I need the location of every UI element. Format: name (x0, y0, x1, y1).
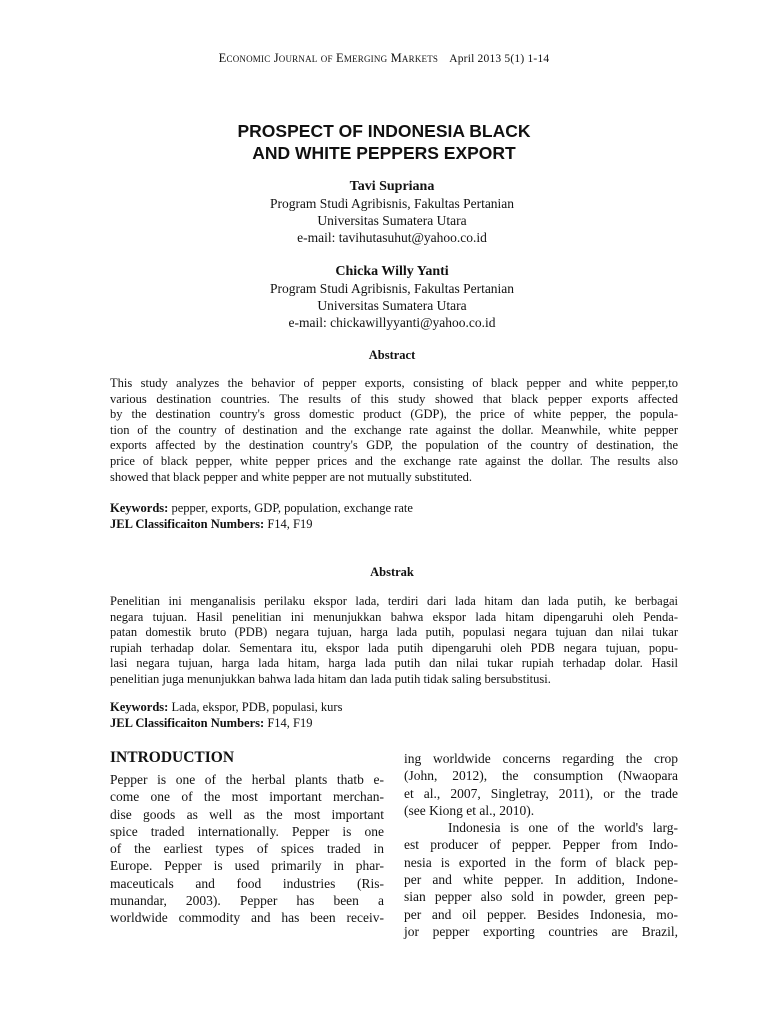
abstract-keywords (110, 501, 680, 532)
abstrak-line: rupiah terhadap dolar. Sementara itu, ekspor lada putih dipengaruhi oleh PDB negara tujuan, popu- (110, 640, 678, 655)
jel-label: JEL Classificaiton Numbers: (110, 715, 265, 730)
author-email: e-mail: chickawillyyanti@yahoo.co.id (288, 315, 496, 330)
abstract-line: tion of the country of destination and the exchange rate against the dollar. Meanwhile, white pepper (110, 422, 678, 437)
abstract-line: by the destination country's gross domestic product (GDP), the price of white pepper, the popula- (110, 407, 678, 422)
abstract-line: This study analyzes the behavior of pepper exports, consisting of black pepper and white pepper,to (110, 376, 678, 390)
author-email: e-mail: tavihutasuhut@yahoo.co.id (297, 230, 487, 245)
author-university: Universitas Sumatera Utara (317, 298, 467, 313)
abstrak-heading: Abstrak (370, 565, 414, 579)
body-line: Europe. Pepper is used primarily in phar- (110, 858, 384, 874)
body-line: (John, 2012), the consumption (Nwaopara (404, 768, 678, 784)
body-line: et al., 2007, Singletray, 2011), or the trade (404, 785, 678, 801)
abstract-text (110, 376, 678, 485)
abstract-heading: Abstract (368, 348, 416, 362)
body-line: sian pepper also sold in powder, green pep- (404, 889, 678, 905)
author-name: Chicka Willy Yanti (335, 264, 449, 279)
abstrak-line: negara tujuan. Hasil penelitian ini menunjukkan bahwa ekspor lada hitam dipengaruhi oleh Penda- (110, 609, 678, 624)
keywords-row (110, 700, 680, 716)
body-line: per and white pepper. In addition, Indone- (404, 872, 678, 888)
keywords-value: pepper, exports, GDP, population, exchange rate (168, 501, 413, 515)
jel-value: F14, F19 (264, 715, 313, 730)
jel-value: F14, F19 (264, 516, 313, 531)
abstract-line: price of black pepper, white pepper prices and the exchange rate against the dollar. The results also (110, 453, 678, 468)
body-line: per and oil pepper. Besides Indonesia, mo- (404, 906, 678, 922)
author-name: Tavi Supriana (349, 179, 435, 194)
body-line: munandar, 2003). Pepper has been a (110, 893, 384, 909)
body-line: Pepper is one of the herbal plants thatb e- (110, 772, 384, 787)
title-line-1: PROSPECT OF INDONESIA BLACK (237, 121, 531, 141)
jel-row (110, 716, 680, 732)
keywords-label: Keywords: (110, 501, 169, 515)
body-line: of the earliest types of spices traded in (110, 841, 384, 857)
author-department: Program Studi Agribisnis, Fakultas Pertanian (269, 196, 515, 211)
abstrak-keywords (110, 700, 680, 731)
abstrak-line: lasi negara tujuan, harga lada hitam, harga lada putih dan nilai tukar rupiah terhadap dolar. Hasil (110, 656, 678, 671)
abstract-line: showed that black pepper and white pepper are not mutually substituted. (110, 469, 473, 484)
body-line: maceuticals and food industries (Ris- (110, 875, 384, 891)
author-block-2 (0, 263, 768, 331)
title-line-2: AND WHITE PEPPERS EXPORT (252, 143, 516, 163)
author-department: Program Studi Agribisnis, Fakultas Pertanian (269, 281, 515, 296)
author-university: Universitas Sumatera Utara (317, 213, 467, 228)
intro-column-right (404, 750, 678, 940)
abstrak-line: Penelitian ini menganalisis perilaku ekspor lada, terdiri dari lada hitam dan lada putih, ke berbagai (110, 594, 678, 608)
body-line: est producer of pepper. Pepper from Indo- (404, 837, 678, 853)
body-line: nesia is exported in the form of black pep- (404, 854, 678, 870)
abstrak-line: patan domestik bruto (PDB) negara tujuan, harga lada putih, populasi negara tujuan dan nilai tukar (110, 625, 678, 640)
running-header (0, 51, 768, 66)
keywords-row (110, 501, 680, 517)
body-line: come one of the most important merchan- (110, 789, 384, 805)
journal-name: Economic Journal of Emerging Markets (218, 51, 439, 65)
body-line: ing worldwide concerns regarding the crop (404, 751, 678, 766)
paper-title (0, 120, 768, 164)
abstract-line: various destination countries. The results of this study showed that black pepper exports affected (110, 391, 678, 406)
intro-column-left (110, 771, 384, 927)
keywords-value: Lada, ekspor, PDB, populasi, kurs (168, 700, 343, 714)
abstrak-text (110, 594, 678, 688)
abstract-line: exports affected by the destination country's GDP, the population of the country of destination, the (110, 438, 678, 453)
body-line: worldwide commodity and has been receiv- (110, 910, 384, 926)
body-line: jor pepper exporting countries are Brazil, (404, 923, 678, 939)
body-line: (see Kiong et al., 2010). (404, 802, 535, 818)
body-line: Indonesia is one of the world's larg- (448, 820, 678, 836)
abstrak-line: penelitian juga menunjukkan bahwa lada hitam dan lada putih tidak saling bersubstitusi. (110, 671, 551, 686)
body-line: dise goods as well as the most important (110, 806, 384, 822)
author-block-1 (0, 178, 768, 246)
jel-row (110, 517, 680, 533)
introduction-heading: INTRODUCTION (110, 749, 235, 766)
jel-label: JEL Classificaiton Numbers: (110, 516, 265, 531)
body-line: spice traded internationally. Pepper is one (110, 823, 384, 839)
issue-info: April 2013 5(1) 1-14 (449, 53, 550, 65)
keywords-label: Keywords: (110, 700, 169, 714)
